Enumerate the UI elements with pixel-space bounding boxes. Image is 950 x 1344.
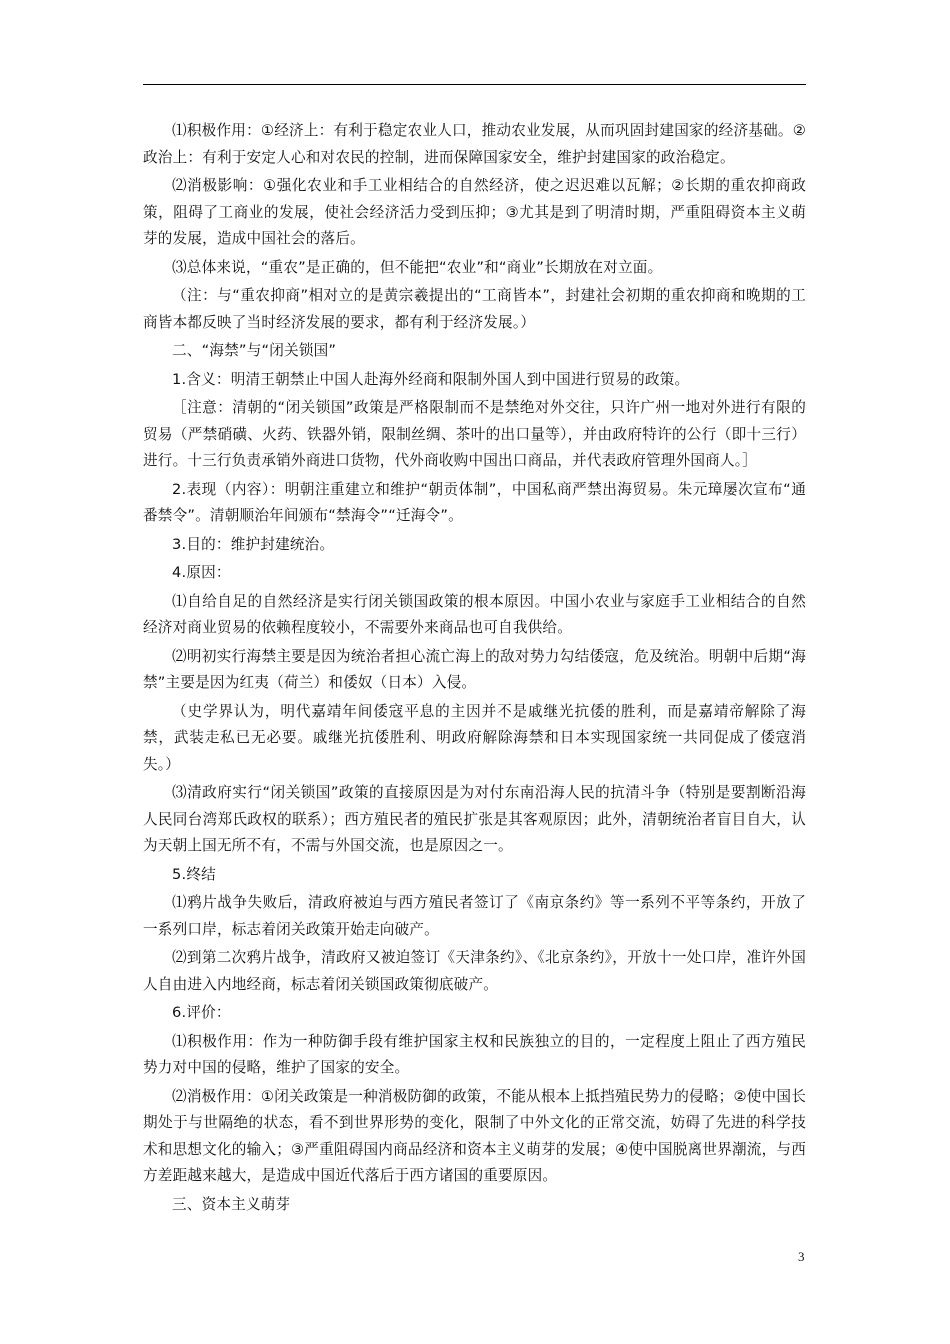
paragraph: ⑴鸦片战争失败后，清政府被迫与西方殖民者签订了《南京条约》等一系列不平等条约，开放了一系列口岸，标志着闭关政策开始走向破产。: [143, 894, 806, 938]
paragraph: ⑴积极作用：①经济上：有利于稳定农业人口，推动农业发展，从而巩固封建国家的经济基础。②政治上：有利于安定人心和对农民的控制，进而保障国家安全，维护封建国家的政治稳定。: [143, 122, 806, 166]
note-paragraph: （注：与“重农抑商”相对立的是黄宗羲提出的“工商皆本”，封建社会初期的重农抑商和晚期的工商皆本都反映了当时经济发展的要求，都有利于经济发展。）: [143, 287, 806, 331]
page-number: 3: [798, 1249, 805, 1264]
paragraph: ⑴自给自足的自然经济是实行闭关锁国政策的根本原因。中国小农业与家庭手工业相结合的自然经济对商业贸易的依赖程度较小，不需要外来商品也可自我供给。: [143, 592, 806, 636]
header-rule: [143, 84, 806, 85]
paragraph: ⑵到第二次鸦片战争，清政府又被迫签订《天津条约》、《北京条约》，开放十一处口岸，准许外国人自由进入内地经商，标志着闭关锁国政策彻底破产。: [143, 949, 806, 993]
paragraph: 2.表现（内容）：明朝注重建立和维护“朝贡体制”，中国私商严禁出海贸易。朱元璋屡次宣布“通番禁令”。清朝顺治年间颁布“禁海令”“迁海令”。: [143, 480, 806, 524]
paragraph: 5.终结: [172, 865, 216, 883]
paragraph: ⑵明初实行海禁主要是因为统治者担心流亡海上的敌对势力勾结倭寇，危及统治。明朝中后期“海禁”主要是因为红夷（荷兰）和倭奴（日本）入侵。: [143, 647, 806, 691]
document-body: [143, 118, 806, 1218]
note-paragraph: （史学界认为，明代嘉靖年间倭寇平息的主因并不是戚继光抗倭的胜利，而是嘉靖帝解除了海禁，武装走私已无必要。戚继光抗倭胜利、明政府解除海禁和日本实现国家统一共同促成了倭寇消失。）: [143, 702, 806, 773]
paragraph: 6.评价：: [172, 1004, 231, 1021]
paragraph: ⑴积极作用：作为一种防御手段有维护国家主权和民族独立的目的，一定程度上阻止了西方殖民势力对中国的侵略，维护了国家的安全。: [143, 1032, 806, 1076]
paragraph: 4.原因：: [172, 564, 231, 581]
paragraph: ⑶总体来说，“重农”是正确的，但不能把“农业”和“商业”长期放在对立面。: [172, 258, 663, 276]
section-heading: 三、资本主义萌芽: [172, 1195, 291, 1213]
paragraph: 1.含义：明清王朝禁止中国人赴海外经商和限制外国人到中国进行贸易的政策。: [172, 370, 690, 388]
paragraph: ⑶清政府实行“闭关锁国”政策的直接原因是为对付东南沿海人民的抗清斗争（特别是要割断沿海人民同台湾郑氏政权的联系）；西方殖民者的殖民扩张是其客观原因；此外，清朝统治者盲目自大，认为天朝上国无所不有，不需与外国交流，也是原因之一。: [143, 784, 806, 854]
paragraph: 3.目的：维护封建统治。: [172, 535, 335, 553]
paragraph: ⑵消极作用：①闭关政策是一种消极防御的政策，不能从根本上抵挡殖民势力的侵略；②使中国长期处于与世隔绝的状态，看不到世界形势的变化，限制了中外文化的正常交流，妨碍了先进的科学技术和思想文化的输入；③严重阻碍国内商品经济和资本主义萌芽的发展；④使中国脱离世界潮流，与西方差距越来越大，是造成中国近代落后于西方诸国的重要原因。: [143, 1087, 806, 1184]
section-heading: 二、“海禁”与“闭关锁国”: [172, 342, 337, 359]
paragraph: ⑵消极影响：①强化农业和手工业相结合的自然经济，使之迟迟难以瓦解；②长期的重农抑商政策，阻碍了工商业的发展，使社会经济活力受到压抑；③尤其是到了明清时期，严重阻碍资本主义萌芽的发展，造成中国社会的落后。: [143, 177, 806, 247]
note-paragraph: ［注意：清朝的“闭关锁国”政策是严格限制而不是禁绝对外交往，只许广州一地对外进行有限的贸易（严禁硝磺、火药、铁器外销，限制丝绸、茶叶的出口量等），并由政府特许的公行（即十三行）进行。十三行负责承销外商进口货物，代外商收购中国出口商品，并代表政府管理外国商人。］: [143, 399, 806, 469]
